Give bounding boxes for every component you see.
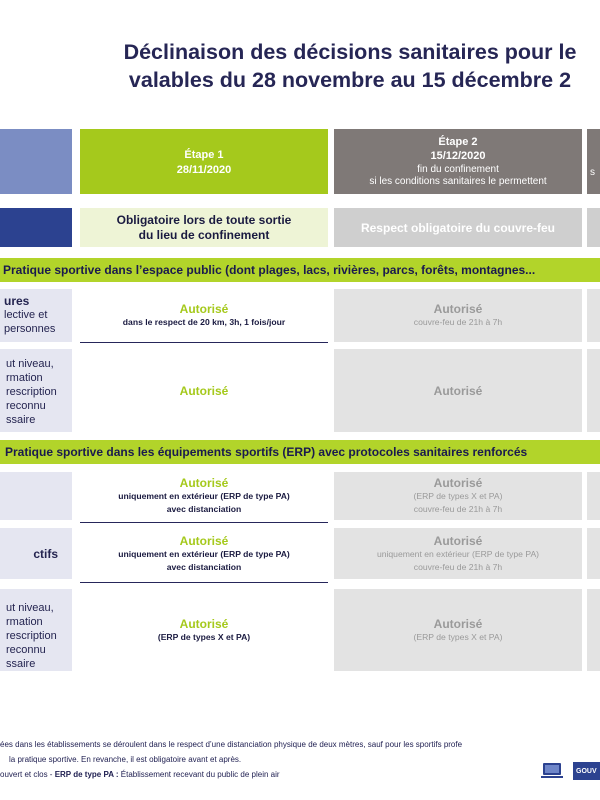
row2-etape2 — [334, 349, 582, 432]
section-public-space-title: Pratique sportive dans l’espace public (dont plages, lacs, rivières, parcs, forêts, montagnes... — [3, 263, 536, 277]
row3-etape3-partial — [587, 472, 600, 520]
row5-etape1-title: Autorisé — [179, 616, 229, 631]
government-logo — [573, 762, 600, 780]
row1-etape1-title: Autorisé — [179, 302, 229, 316]
etape2-line1: fin du confinement — [417, 164, 499, 175]
row1-etape1 — [80, 289, 328, 342]
row5-label — [0, 589, 72, 671]
row1-divider — [80, 342, 328, 343]
row4-etape3-partial — [587, 528, 600, 579]
etape1-label: Étape 1 — [184, 148, 224, 161]
row3-etape1-title: Autorisé — [179, 476, 229, 490]
header-etape3-partial — [587, 129, 600, 194]
footer-note-line3 — [0, 770, 280, 779]
row3-divider — [80, 522, 328, 523]
row1-etape3-partial — [587, 289, 600, 342]
row3-etape2 — [334, 472, 582, 520]
attestation-etape1-line1: Obligatoire lors de toute sortie — [116, 212, 292, 227]
row5-label-line1: ut niveau, — [6, 602, 54, 614]
page-title: Déclinaison des décisions sanitaires pour le — [123, 40, 577, 64]
header-etape2 — [334, 129, 582, 194]
attestation-etape1-line2: du lieu de confinement — [138, 227, 270, 242]
row5-etape2-sub: (ERP de types X et PA) — [413, 631, 503, 642]
row1-label-line3: personnes — [4, 323, 56, 335]
etape2-line2: si les conditions sanitaires le permettent — [369, 176, 547, 187]
row3-label — [0, 472, 72, 520]
section-public-space — [0, 258, 600, 282]
row5-etape2 — [334, 589, 582, 671]
row4-etape1-sub2: avec distanciation — [166, 561, 242, 572]
row3-etape2-title: Autorisé — [433, 476, 483, 490]
row4-etape2-sub2: couvre-feu de 21h à 7h — [413, 561, 503, 572]
attestation-etape2 — [334, 208, 582, 247]
row2-label — [0, 349, 72, 432]
etape2-date: 15/12/2020 — [430, 150, 486, 162]
footer-note-line3-b: ERP de type PA : — [54, 770, 121, 779]
etape1-date: 28/11/2020 — [176, 163, 232, 176]
attestation-etape1 — [80, 208, 328, 247]
laptop-icon — [540, 762, 564, 780]
row4-divider — [80, 582, 328, 583]
etape3-partial-text: s — [590, 167, 595, 178]
row5-label-line4: reconnu — [6, 644, 46, 656]
section-erp — [0, 440, 600, 464]
row5-label-line5: ssaire — [6, 658, 36, 670]
row1-etape2-sub: couvre-feu de 21h à 7h — [413, 317, 503, 327]
row2-etape1 — [80, 349, 328, 432]
footer-note-line2: la pratique sportive. En revanche, il est obligatoire avant et après. — [9, 755, 242, 764]
row1-label-line1: ures — [4, 294, 30, 308]
row4-label-line1: ctifs — [33, 546, 58, 561]
row4-etape1-sub1: uniquement en extérieur (ERP de type PA) — [118, 548, 290, 559]
row4-etape2-title: Autorisé — [433, 533, 483, 548]
attestation-etape2-text: Respect obligatoire du couvre-feu — [360, 220, 556, 235]
etape2-label: Étape 2 — [438, 136, 478, 148]
row5-label-line2: rmation — [6, 616, 43, 628]
row4-etape2 — [334, 528, 582, 579]
page-subtitle: valables du 28 novembre au 15 décembre 2 — [128, 68, 572, 92]
row2-etape3-partial — [587, 349, 600, 432]
row5-etape2-title: Autorisé — [433, 616, 483, 631]
attestation-etape3-partial — [587, 208, 600, 247]
header-etape1 — [80, 129, 328, 194]
row5-etape3-partial — [587, 589, 600, 671]
row2-label-line3: rescription — [6, 386, 57, 398]
row1-label-line2: lective et — [4, 309, 48, 321]
row4-etape2-sub1: uniquement en extérieur (ERP de type PA) — [376, 548, 540, 559]
footer-note-line1: ées dans les établissements se déroulent dans le respect d’une distanciation physique de deux mètres, sauf pour les sportifs profe — [0, 740, 463, 749]
row2-label-line5: ssaire — [6, 414, 36, 426]
row1-label — [0, 289, 72, 342]
footer-note-line3-c: Établissement recevant du public de plein air — [120, 770, 280, 779]
row3-etape2-sub2: couvre-feu de 21h à 7h — [413, 504, 503, 514]
row3-etape1-sub2: avec distanciation — [166, 504, 242, 514]
row4-etape1 — [80, 528, 328, 579]
row2-label-line4: reconnu — [6, 400, 46, 412]
row5-label-line3: rescription — [6, 630, 57, 642]
footer-note-line3-a: ouvert et clos - — [0, 770, 55, 779]
section-erp-title: Pratique sportive dans les équipements sportifs (ERP) avec protocoles sanitaires renforcés — [5, 445, 528, 459]
row2-etape1-title: Autorisé — [179, 383, 229, 398]
row4-etape1-title: Autorisé — [179, 533, 229, 548]
row5-etape1 — [80, 589, 328, 671]
row2-etape2-title: Autorisé — [433, 383, 483, 398]
row5-etape1-sub: (ERP de types X et PA) — [157, 631, 251, 642]
row4-label — [0, 528, 72, 579]
header-left-cell — [0, 129, 72, 194]
row3-etape1 — [80, 472, 328, 520]
row3-etape2-sub1: (ERP de types X et PA) — [413, 491, 503, 501]
row3-etape1-sub1: uniquement en extérieur (ERP de type PA) — [118, 491, 290, 501]
attestation-label-cell — [0, 208, 72, 247]
row1-etape2 — [334, 289, 582, 342]
government-logo-text: GOUV — [576, 767, 597, 775]
row1-etape2-title: Autorisé — [433, 302, 483, 316]
row2-label-line2: rmation — [6, 372, 43, 384]
row2-label-line1: ut niveau, — [6, 358, 54, 370]
row1-etape1-sub: dans le respect de 20 km, 3h, 1 fois/jour — [122, 317, 286, 327]
